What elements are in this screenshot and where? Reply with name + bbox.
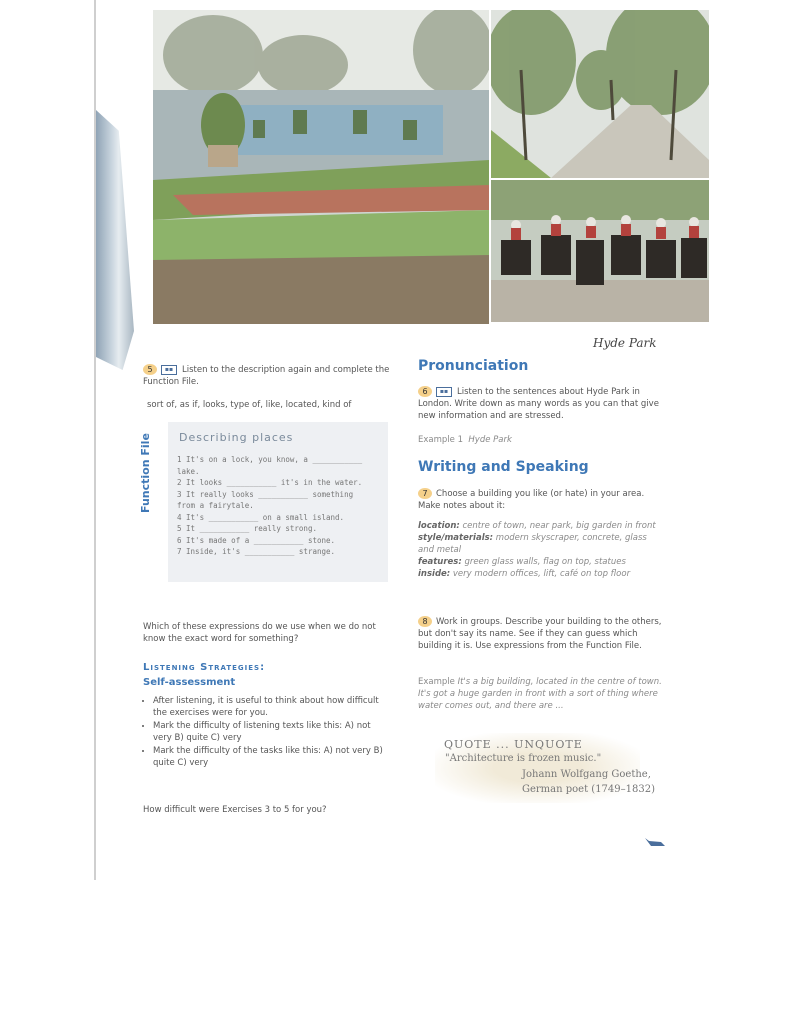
function-file-title: Describing places — [179, 431, 294, 444]
exercise-number-badge: 7 — [418, 488, 432, 499]
exercise-6-instruction: Listen to the sentences about Hyde Park in London. Write down as many words as you can that give new information and are stressed. — [418, 387, 659, 421]
function-file-side-label — [135, 425, 155, 515]
exercise-number-badge: 8 — [418, 616, 432, 627]
self-assessment-heading: Self-assessment — [143, 677, 236, 688]
page-corner-mark-icon — [645, 838, 665, 846]
ff-line: 6 It's made of a ___________ stone. — [177, 535, 336, 545]
ff-line: 7 Inside, it's ___________ strange. — [177, 547, 336, 556]
example-text: It's a big building, located in the centre of town. It's got a huge garden in front with a sort of thing where water comes out, and there are ... — [418, 677, 662, 711]
example-label: Example 1 — [418, 435, 463, 445]
example-label: Example — [418, 677, 455, 687]
exercise-8-instruction: Work in groups. Describe your building to the others, but don't say its name. See if they can guess which building it is. Use expressions from the Function File. — [418, 617, 662, 651]
pronunciation-example — [418, 434, 512, 446]
exercise-7 — [418, 488, 668, 512]
word-bank: sort of, as if, looks, type of, like, located, kind of — [147, 400, 352, 410]
quote-author-info: German poet (1749–1832) — [522, 784, 655, 795]
function-file-box — [168, 422, 388, 582]
exercise-number-badge: 5 — [143, 364, 157, 375]
park-avenue-photo — [491, 10, 709, 178]
function-file-lines — [177, 454, 362, 558]
photo-caption: Hyde Park — [593, 336, 657, 350]
cd-audio-icon: ▪▪ — [161, 365, 177, 375]
exercise-5 — [143, 364, 393, 388]
listening-strategies-heading: Listening Strategies: — [143, 662, 266, 673]
listening-strategies-list — [143, 695, 383, 770]
note-features: features: green glass walls, flag on top, statues — [418, 557, 626, 567]
book-spine-image — [96, 110, 134, 370]
ff-line: 2 It looks ___________ it's in the water. — [177, 478, 363, 487]
pronunciation-heading: Pronunciation — [418, 358, 529, 374]
exercise-number-badge: 6 — [418, 386, 432, 397]
building-notes — [418, 520, 663, 580]
note-inside: inside: very modern offices, lift, café on top floor — [418, 569, 631, 579]
cavalry-parade-photo — [491, 180, 709, 322]
question-expressions: Which of these expressions do we use when we do not know the exact word for something? — [143, 622, 376, 644]
ff-line: 1 It's on a lock, you know, a ___________ — [177, 455, 363, 464]
writing-speaking-heading: Writing and Speaking — [418, 459, 589, 475]
note-location: location: centre of town, near park, big garden in front — [418, 521, 656, 531]
note-style: style/materials: modern skyscraper, concrete, glass and metal — [418, 533, 647, 555]
exercise-7-instruction: Choose a building you like (or hate) in your area. Make notes about it: — [418, 489, 645, 511]
strategy-bullet: • Mark the difficulty of the tasks like this: A) not very B) quite C) very — [153, 745, 383, 769]
strategy-bullet: • After listening, it is useful to think about how difficult the exercises were for you. — [153, 695, 383, 719]
ff-line: 4 It's ___________ on a small island. — [177, 512, 345, 522]
exercise-8-example — [418, 676, 663, 712]
ff-line: 3 It really looks ___________ something — [177, 489, 354, 499]
function-file-side-text: Function File — [139, 433, 152, 513]
cd-audio-icon: ▪▪ — [436, 387, 452, 397]
page-binding-line — [94, 0, 96, 880]
example-text: Hyde Park — [468, 435, 512, 445]
ff-line: lake. — [177, 466, 200, 476]
quote-text: "Architecture is frozen music." — [445, 753, 602, 764]
exercise-5-instruction: Listen to the description again and complete the Function File. — [143, 365, 390, 387]
exercise-8 — [418, 616, 668, 652]
garden-photo — [153, 10, 489, 324]
quote-author: Johann Wolfgang Goethe, — [522, 769, 651, 780]
ff-line: 5 It ___________ really strong. — [177, 524, 317, 533]
ff-line: from a fairytale. — [177, 501, 254, 510]
strategy-bullet: • Mark the difficulty of listening texts like this: A) not very B) quite C) very — [153, 720, 383, 744]
quote-title: QUOTE ... UNQUOTE — [444, 738, 583, 751]
question-difficulty: How difficult were Exercises 3 to 5 for you? — [143, 805, 327, 815]
exercise-6 — [418, 386, 668, 422]
